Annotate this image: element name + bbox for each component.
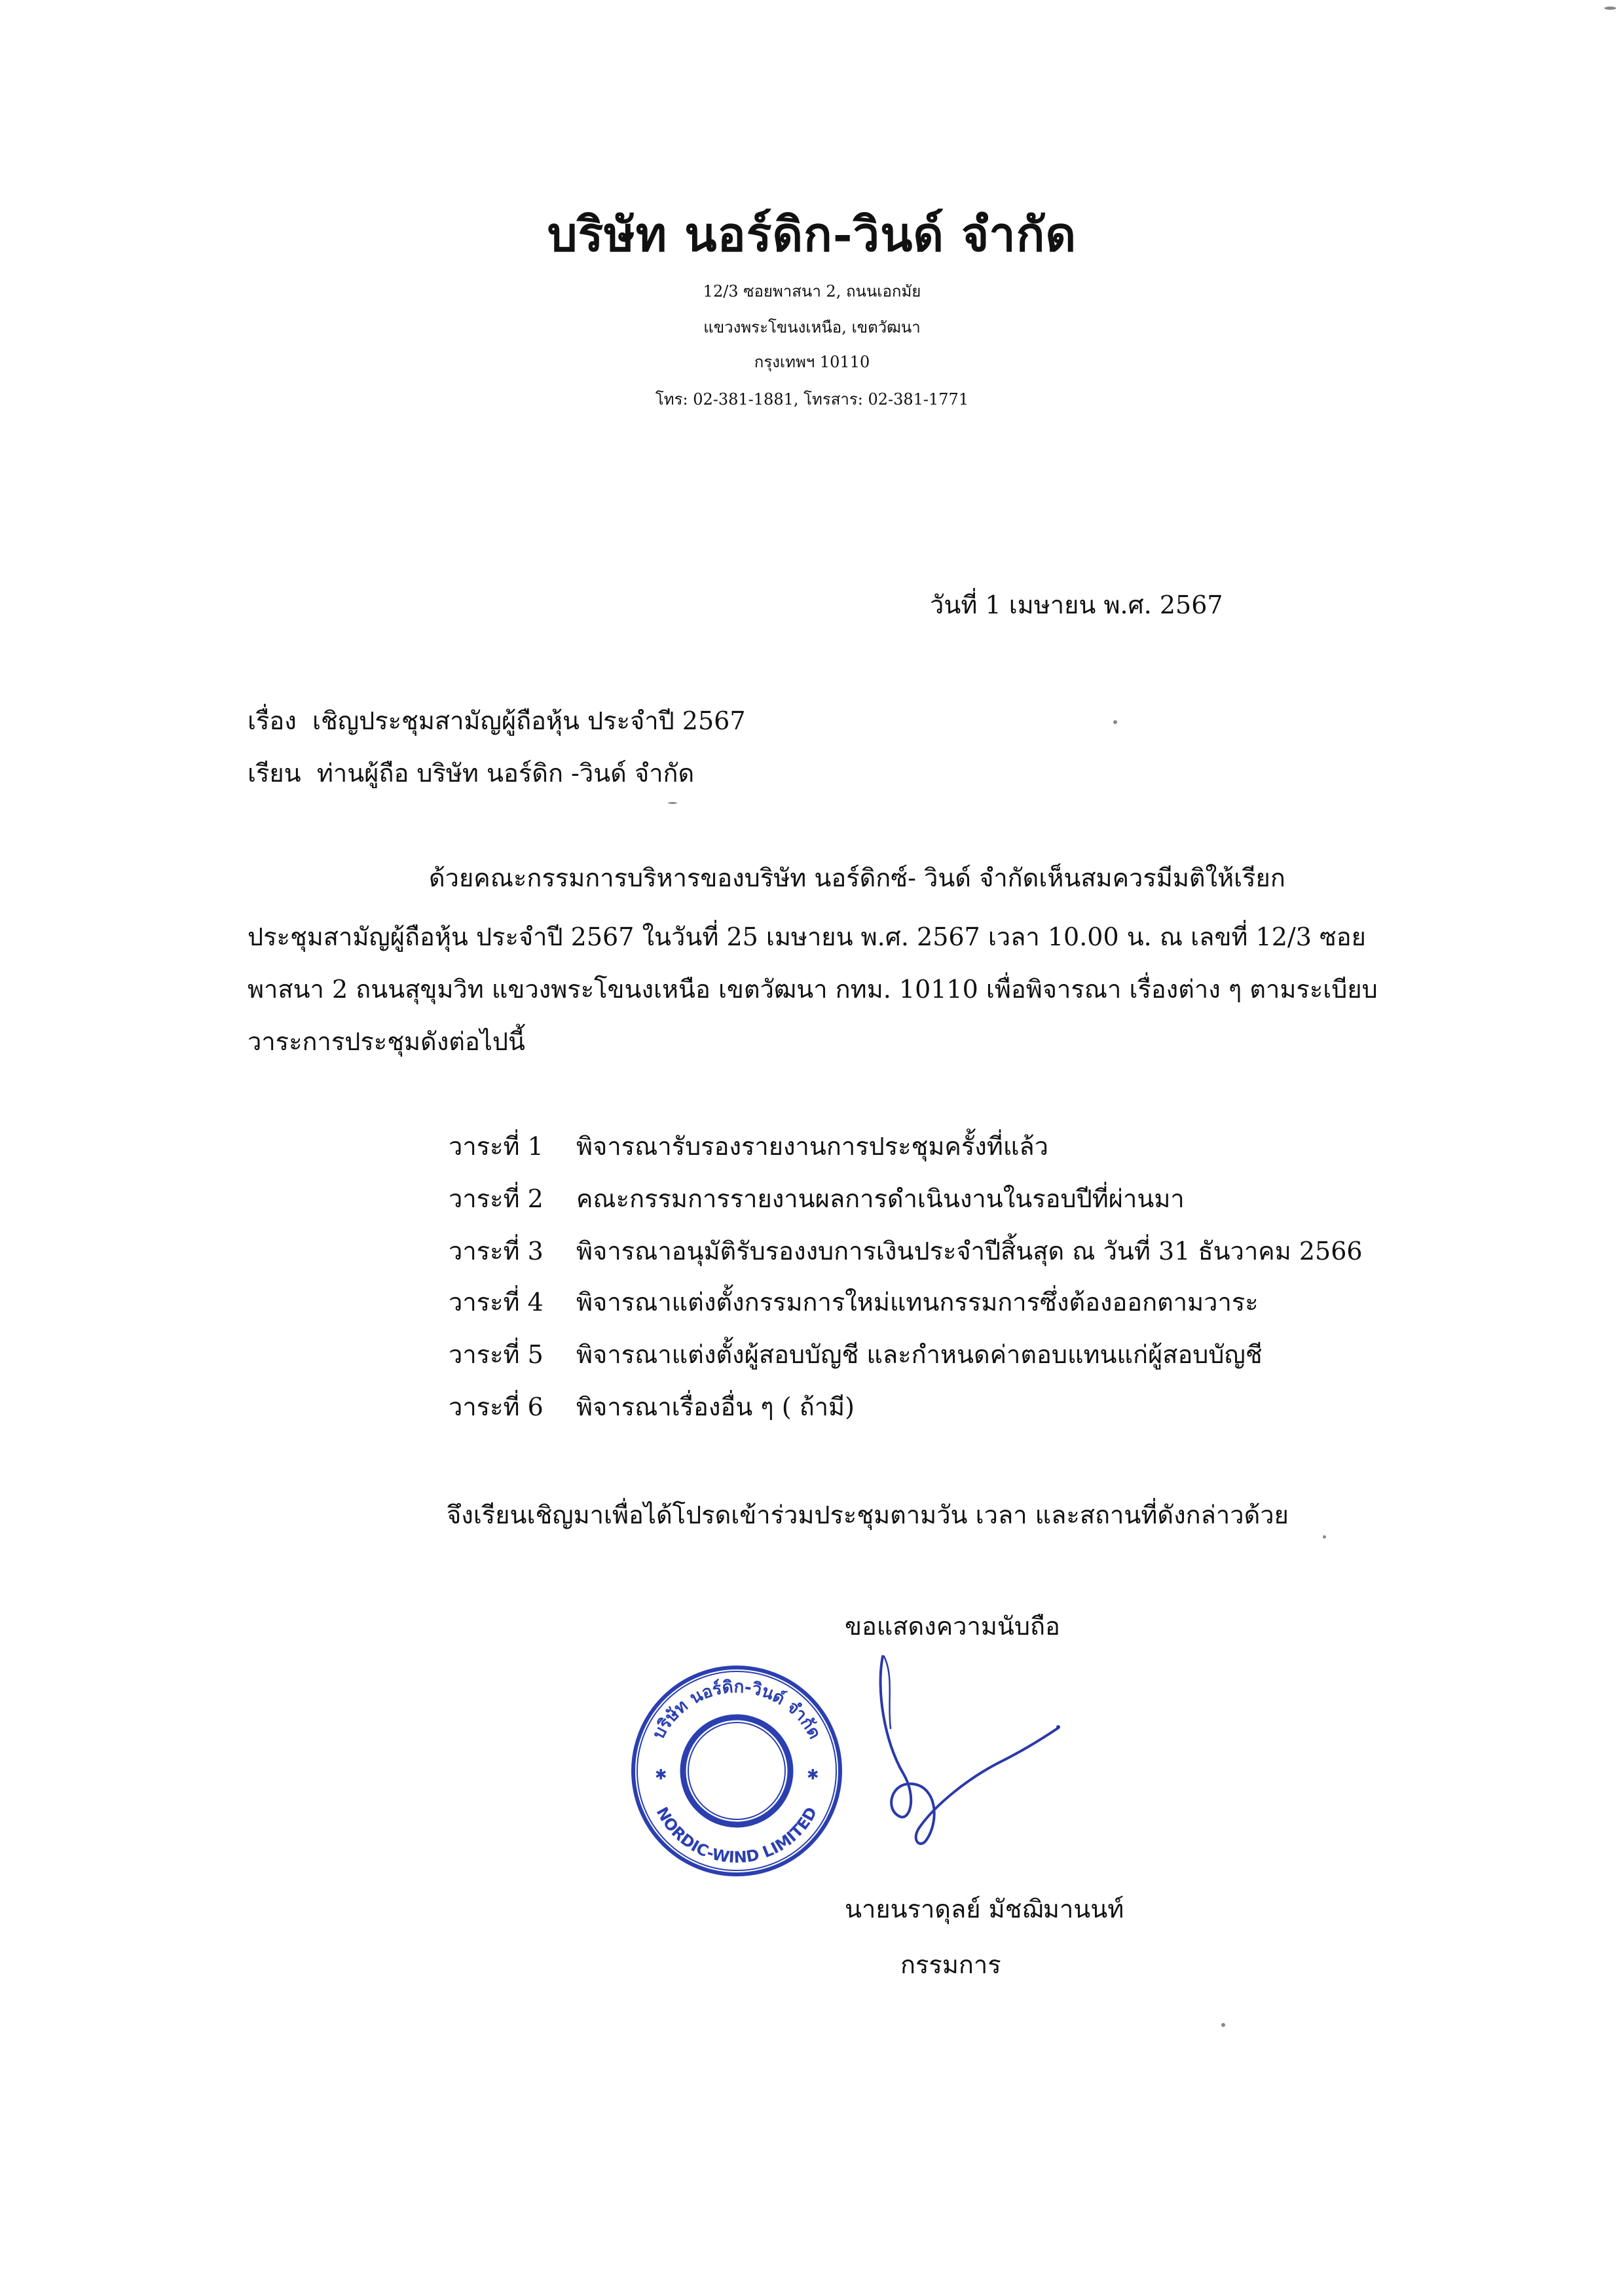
company-name: บริษัท นอร์ดิก-วินด์ จำกัด [547,206,1077,262]
agenda-text: พิจารณาอนุมัติรับรองงบการเงินประจำปีสิ้นสุด ณ วันที่ 31 ธันวาคม 2566 [576,1237,1363,1266]
body-line-4: วาระการประชุมดังต่อไปนี้ [248,1027,525,1056]
handwritten-signature [864,1650,1074,1859]
address-line-2: แขวงพระโขนงเหนือ, เขตวัฒนา [703,318,921,337]
scan-speck [1323,1535,1326,1539]
address-line-3: กรุงเทพฯ 10110 [754,353,870,371]
agenda-number: วาระที่ 3 [449,1237,544,1266]
seal-english-text: NORDIC-WIND LIMITED [652,1804,821,1867]
subject-text: เชิญประชุมสามัญผู้ถือหุ้น ประจำปี 2567 [312,706,746,735]
agenda-item [449,1282,1259,1322]
agenda-text: คณะกรรมการรายงานผลการดำเนินงานในรอบปีที่ผ่านมา [576,1184,1185,1213]
recipient-text: ท่านผู้ถือ บริษัท นอร์ดิก -วินด์ จำกัด [316,759,695,788]
agenda-number: วาระที่ 5 [449,1340,544,1369]
subject-label: เรื่อง [248,706,297,735]
regards-line: ขอแสดงความนับถือ [845,1612,1060,1641]
agenda-text: พิจารณารับรองรายงานการประชุมครั้งที่แล้ว [576,1132,1048,1161]
agenda-item [449,1231,1363,1271]
agenda-number: วาระที่ 1 [449,1132,544,1161]
agenda-text: พิจารณาแต่งตั้งผู้สอบบัญชี และกำหนดค่าตอบแทนแก่ผู้สอบบัญชี [576,1340,1263,1369]
signer-title: กรรมการ [900,1950,1001,1979]
agenda-number: วาระที่ 2 [449,1184,544,1213]
address-line-1: 12/3 ซอยพาสนา 2, ถนนเอกมัย [703,282,921,301]
subject-line [248,701,746,740]
scan-speck [668,802,677,804]
body-line-3: พาสนา 2 ถนนสุขุมวิท แขวงพระโขนงเหนือ เขตวัฒนา กทม. 10110 เพื่อพิจารณา เรื่องต่าง ๆ ตามระเบียบ [248,975,1378,1004]
seal-star-icon: ✱ [807,1767,819,1783]
agenda-item [449,1126,1048,1166]
agenda-number: วาระที่ 6 [449,1393,544,1421]
signer-name: นายนราดุลย์ มัชฌิมานนท์ [845,1895,1124,1923]
recipient-label: เรียน [248,759,301,788]
body-line-2: ประชุมสามัญผู้ถือหุ้น ประจำปี 2567 ในวันที่ 25 เมษายน พ.ศ. 2567 เวลา 10.00 น. ณ เลขที่ 12/3 ซอย [248,922,1366,951]
contact-line: โทร: 02-381-1881, โทรสาร: 02-381-1771 [655,390,969,409]
recipient-line [248,753,694,793]
body-line-1: ด้วยคณะกรรมการบริหารของบริษัท นอร์ดิกซ์- วินด์ จำกัดเห็นสมควรมีมติให้เรียก [429,864,1285,892]
seal-ink [633,1667,840,1874]
agenda-text: พิจารณาเรื่องอื่น ๆ ( ถ้ามี) [576,1393,855,1421]
scan-speck [1221,2023,1225,2027]
agenda-item [449,1334,1263,1374]
agenda-number: วาระที่ 4 [449,1288,544,1317]
closing-sentence: จึงเรียนเชิญมาเพื่อได้โปรดเข้าร่วมประชุมตามวัน เวลา และสถานที่ดังกล่าวด้วย [447,1501,1289,1529]
scan-speck [1604,7,1616,10]
seal-thai-text: บริษัท นอร์ดิก-วินด์ จำกัด [648,1677,825,1743]
agenda-item [449,1387,855,1427]
agenda-item [449,1178,1185,1218]
seal-star-icon: ✱ [655,1767,667,1783]
scan-speck [1113,720,1117,724]
company-seal [629,1663,845,1879]
letter-date: วันที่ 1 เมษายน พ.ศ. 2567 [930,591,1223,619]
agenda-text: พิจารณาแต่งตั้งกรรมการใหม่แทนกรรมการซึ่งต้องออกตามวาระ [576,1288,1259,1317]
